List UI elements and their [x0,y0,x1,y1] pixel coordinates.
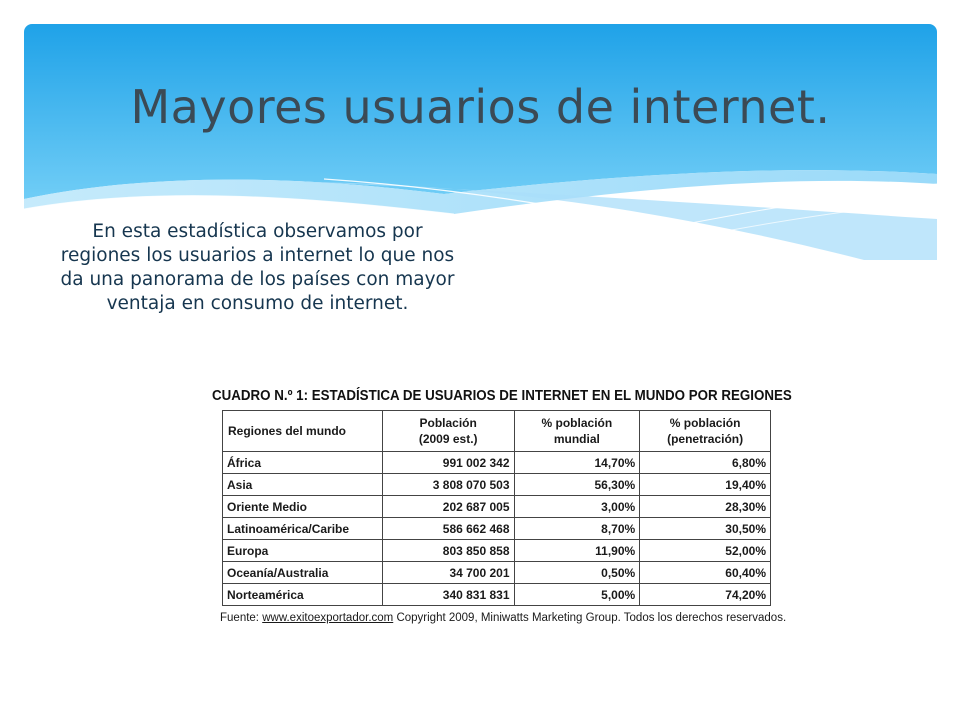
slide-title: Mayores usuarios de internet. [130,80,831,134]
cell-region: Latinoamérica/Caribe [223,518,383,540]
cell-world-pct: 0,50% [514,562,640,584]
cell-population: 202 687 005 [382,496,514,518]
cell-population: 34 700 201 [382,562,514,584]
header-penetration-line2: (penetración) [667,432,744,446]
header-region-label: Regiones del mundo [228,424,347,438]
table-caption: CUADRO N.º 1: ESTADÍSTICA DE USUARIOS DE INTERNET EN EL MUNDO POR REGIONES [212,388,792,404]
table-header-row [223,411,771,452]
cell-region: Asia [223,474,383,496]
cell-region: Oceanía/Australia [223,562,383,584]
cell-world-pct: 5,00% [514,584,640,606]
table-row [223,496,771,518]
table-row [223,584,771,606]
header-region [223,411,383,452]
cell-region: Norteamérica [223,584,383,606]
cell-world-pct: 14,70% [514,452,640,474]
source-suffix: Copyright 2009, Miniwatts Marketing Group. Todos los derechos reservados. [393,612,787,624]
header-world-pct [514,411,640,452]
cell-population: 803 850 858 [382,540,514,562]
header-world-pct-line1: % población [541,416,613,430]
header-population-line2: (2009 est.) [418,432,478,446]
cell-population: 991 002 342 [382,452,514,474]
table-source-note [220,612,787,624]
cell-penetration: 19,40% [640,474,771,496]
cell-penetration: 74,20% [640,584,771,606]
table-row [223,540,771,562]
header-penetration [640,411,771,452]
cell-region: África [223,452,383,474]
slide-body-text: En esta estadística observamos por regiones los usuarios a internet lo que nos da una panorama de los países con mayor ventaja en consumo de internet. [60,221,455,314]
header-population-line1: Población [419,416,477,430]
cell-world-pct: 11,90% [514,540,640,562]
cell-penetration: 60,40% [640,562,771,584]
cell-penetration: 28,30% [640,496,771,518]
cell-world-pct: 8,70% [514,518,640,540]
cell-world-pct: 3,00% [514,496,640,518]
header-population [382,411,514,452]
header-penetration-line1: % población [669,416,741,430]
cell-population: 340 831 831 [382,584,514,606]
internet-users-table [222,410,771,606]
table-row [223,562,771,584]
statistics-table-figure [212,388,792,624]
cell-population: 3 808 070 503 [382,474,514,496]
cell-world-pct: 56,30% [514,474,640,496]
cell-penetration: 30,50% [640,518,771,540]
cell-region: Europa [223,540,383,562]
source-prefix: Fuente: [220,612,263,624]
table-row [223,518,771,540]
cell-region: Oriente Medio [223,496,383,518]
table-row [223,452,771,474]
cell-penetration: 6,80% [640,452,771,474]
header-world-pct-line2: mundial [553,432,600,446]
table-row [223,474,771,496]
cell-penetration: 52,00% [640,540,771,562]
source-link[interactable]: www.exitoexportador.com [262,612,394,624]
cell-population: 586 662 468 [382,518,514,540]
